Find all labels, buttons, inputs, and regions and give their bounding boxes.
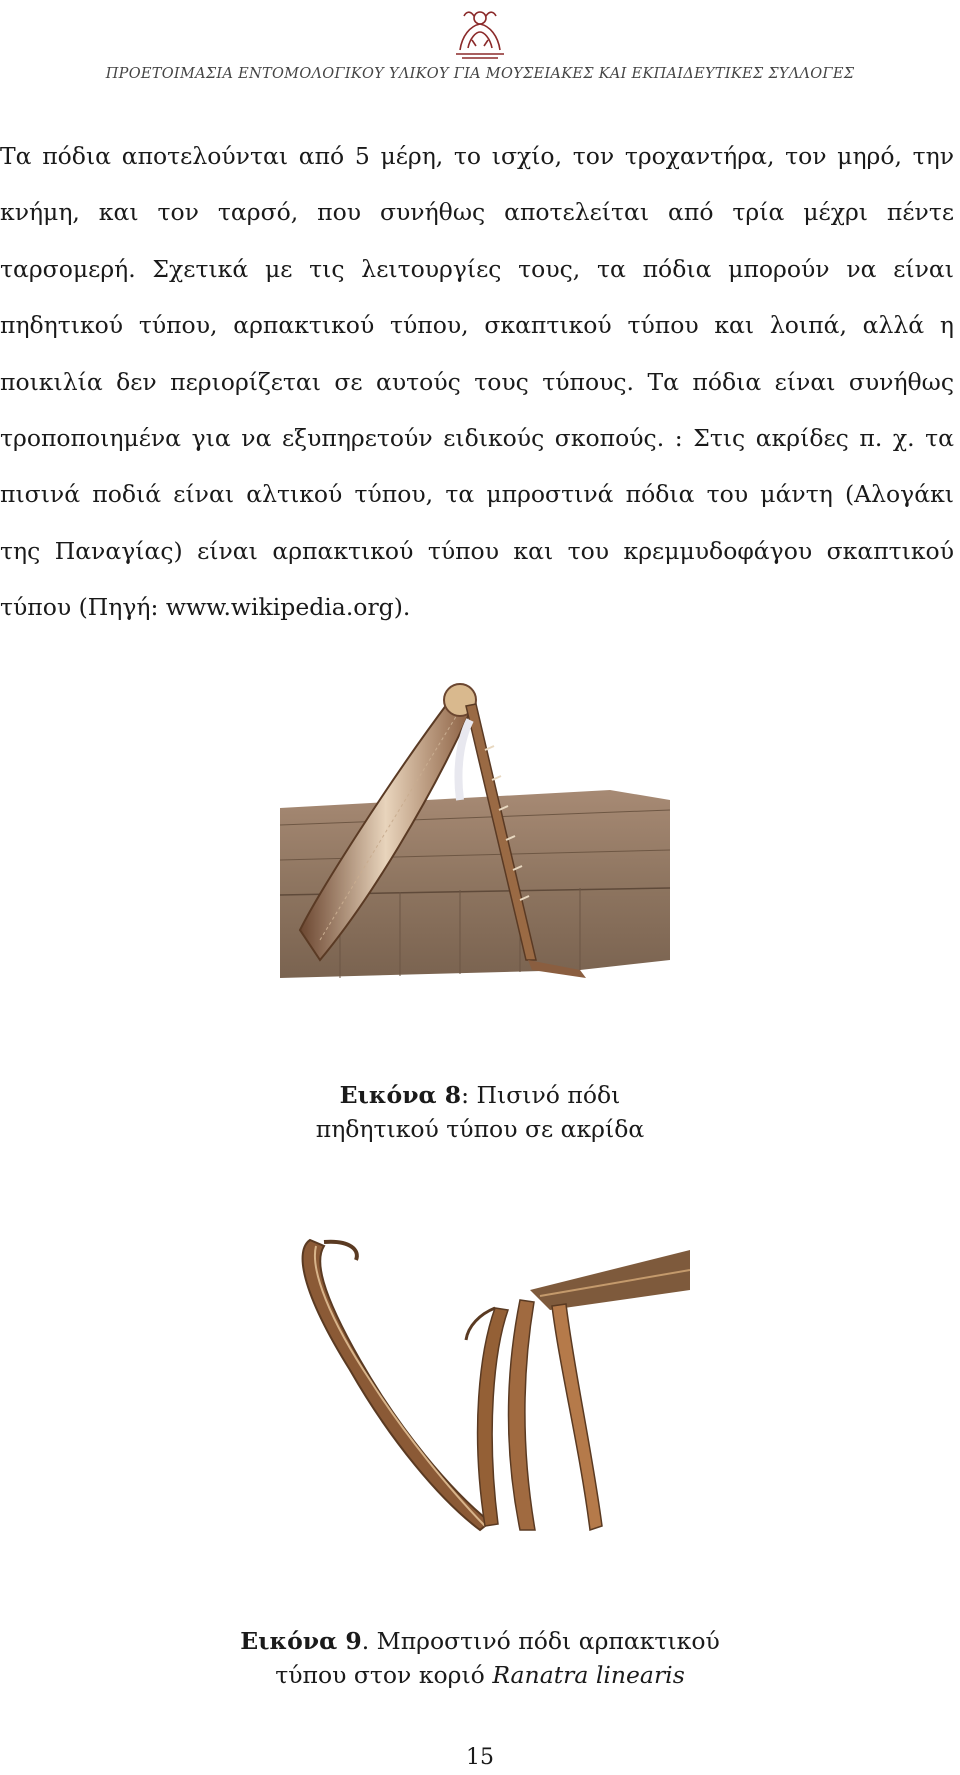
figure-9-ranatra-foreleg-image: [290, 1230, 690, 1560]
figure-9-caption: [0, 1624, 960, 1692]
figure-8-caption-line1: Πισινό πόδι: [476, 1081, 621, 1109]
running-header: ΠΡΟΕΤΟΙΜΑΣΙΑ ΕΝΤΟΜΟΛΟΓΙΚΟΥ ΥΛΙΚΟΥ ΓΙΑ ΜΟΥΣΕΙΑΚΕΣ ΚΑΙ ΕΚΠΑΙΔΕΥΤΙΚΕΣ ΣΥΛΛΟΓΕΣ: [105, 66, 855, 82]
figure-9-caption-line1: Μπροστινό πόδι αρπακτικού: [376, 1627, 720, 1655]
figure-8-caption-line2: πηδητικού τύπου σε ακρίδα: [315, 1115, 645, 1143]
institution-emblem-icon: [448, 6, 512, 62]
figure-8-separator: :: [461, 1081, 477, 1109]
figure-9-species-name: Ranatra linearis: [492, 1661, 685, 1689]
figure-8-caption: [0, 1078, 960, 1146]
figure-9-caption-line2: τύπου στον κοριό: [275, 1661, 493, 1689]
figure-9-separator: .: [361, 1627, 377, 1655]
figure-8-grasshopper-hind-leg-image: [280, 660, 670, 1010]
body-paragraph: Τα πόδια αποτελούνται από 5 μέρη, το ισχίο, τον τροχαντήρα, τον μηρό, την κνήμη, και τον ταρσό, που συνήθως αποτελείται από τρία μέχρι πέντε ταρσομερή. Σχετικά με τις λειτουργίες τους, τα πόδια μπορούν να είναι πηδητικού τύπου, αρπακτικού τύπου, σκαπτικού τύπου και λοιπά, αλλά η ποικιλία δεν περιορίζεται σε αυτούς τους τύπους. Τα πόδια είναι συνήθως τροποποιημένα για να εξυπηρετούν ειδικούς σκοπούς. : Στις ακρίδες π. χ. τα πισινά ποδιά είναι αλτικού τύπου, τα μπροστινά πόδια του μάντη (Αλογάκι της Παναγίας) είναι αρπακτικού τύπου και του κρεμμυδοφάγου σκαπτικού τύπου (Πηγή: www.wikipedia.org).: [0, 142, 954, 622]
figure-9-label: Εικόνα 9: [240, 1627, 362, 1655]
figure-8-label: Εικόνα 8: [339, 1081, 462, 1109]
page-number: 15: [466, 1745, 494, 1770]
